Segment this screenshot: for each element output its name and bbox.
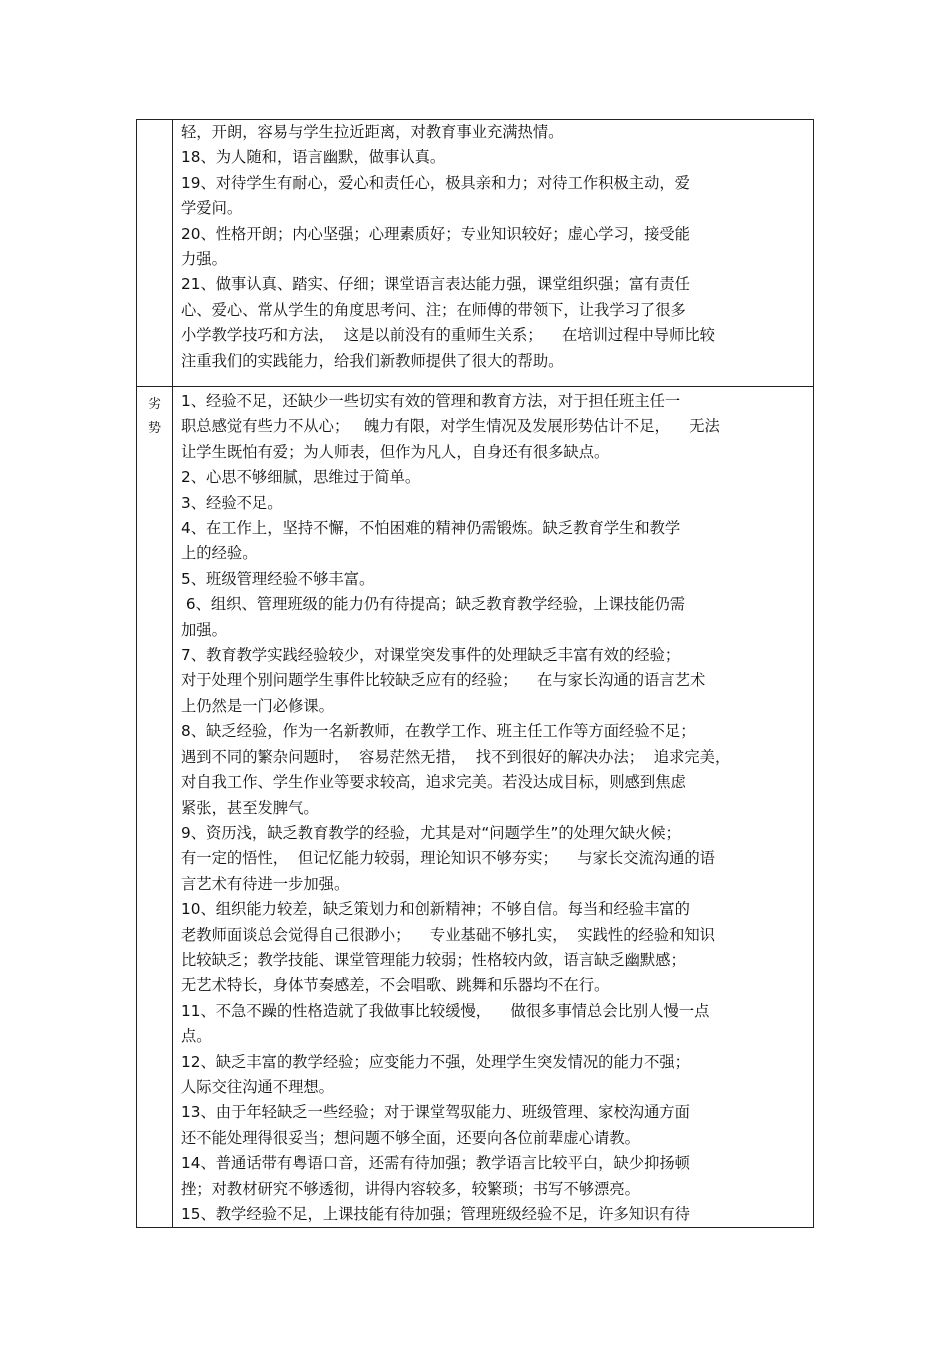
strengths-row	[137, 120, 814, 387]
text-line: 言艺术有待进一步加强。	[181, 874, 350, 893]
weaknesses-text	[181, 389, 805, 1227]
text-line: 2、心思不够细腻，思维过于简单。	[181, 468, 421, 487]
text-line: 13、由于年轻缺乏一些经验；对于课堂驾驭能力、班级管理、家校沟通方面	[181, 1103, 690, 1122]
text-line: 8、缺乏经验，作为一名新教师，在教学工作、班主任工作等方面经验不足；	[181, 722, 696, 741]
text-line: 小学教学技巧和方法， 这是以前没有的重师生关系； 在培训过程中导师比较	[181, 326, 715, 345]
text-line: 9、资历浅，缺乏教育教学的经验，尤其是对“问题学生”的处理欠缺火候；	[181, 823, 681, 842]
text-line: 注重我们的实践能力，给我们新教师提供了很大的帮助。	[181, 351, 564, 370]
text-line: 比较缺乏；教学技能、课堂管理能力较弱；性格较内敛，语言缺乏幽默感；	[181, 950, 686, 969]
text-line: 12、缺乏丰富的教学经验；应变能力不强，处理学生突发情况的能力不强；	[181, 1052, 690, 1071]
text-line: 力强。	[181, 250, 227, 269]
strengths-text	[181, 120, 805, 374]
text-line: 人际交往沟通不理想。	[181, 1077, 334, 1096]
text-line: 11、不急不躁的性格造就了我做事比较缓慢， 做很多事情总会比别人慢一点	[181, 1001, 710, 1020]
text-line: 加强。	[181, 620, 227, 639]
text-line: 还不能处理得很妥当；想问题不够全面，还要向各位前辈虚心请教。	[181, 1128, 640, 1147]
weaknesses-content-cell	[173, 387, 814, 1228]
text-line: 10、组织能力较差，缺乏策划力和创新精神；不够自信。每当和经验丰富的	[181, 900, 690, 919]
text-line: 心、爱心、常从学生的角度思考问、注；在师傅的带领下，让我学习了很多	[181, 300, 686, 319]
text-line: 让学生既怕有爱；为人师表，但作为凡人，自身还有很多缺点。	[181, 442, 610, 461]
text-line: 21、做事认真、踏实、仔细；课堂语言表达能力强，课堂组织强；富有责任	[181, 275, 690, 294]
text-line: 4、在工作上，坚持不懈，不怕困难的精神仍需锻炼。缺乏教育学生和教学	[181, 519, 681, 538]
text-line: 18、为人随和，语言幽默，做事认真。	[181, 148, 446, 167]
text-line: 学爱问。	[181, 199, 243, 218]
text-line: 15、教学经验不足，上课技能有待加强；管理班级经验不足，许多知识有待	[181, 1205, 690, 1223]
text-line: 老教师面谈总会觉得自己很渺小； 专业基础不够扎实， 实践性的经验和知识	[181, 925, 715, 944]
row1-label-cell	[137, 120, 173, 387]
text-line: 20、性格开朗；内心坚强；心理素质好；专业知识较好；虚心学习，接受能	[181, 224, 690, 243]
text-line: 对于处理个别问题学生事件比较缺乏应有的经验； 在与家长沟通的语言艺术	[181, 671, 706, 690]
text-line: 有一定的悟性， 但记忆能力较弱，理论知识不够夯实； 与家长交流沟通的语	[181, 849, 715, 868]
text-line: 19、对待学生有耐心，爱心和责任心，极具亲和力；对待工作积极主动，爱	[181, 173, 690, 192]
text-line: 对自我工作、学生作业等要求较高，追求完美。若没达成目标，则感到焦虑	[181, 773, 686, 792]
text-line: 点。	[181, 1027, 212, 1046]
weaknesses-label-cell	[137, 387, 173, 1228]
text-line: 5、班级管理经验不够丰富。	[181, 569, 375, 588]
text-line: 1、经验不足，还缺少一些切实有效的管理和教育方法，对于担任班主任一	[181, 392, 681, 410]
text-line: 3、经验不足。	[181, 493, 283, 512]
strengths-content-cell	[173, 120, 814, 387]
text-line: 上仍然是一门必修课。	[181, 696, 334, 715]
weaknesses-row	[137, 387, 814, 1228]
text-line: 14、普通话带有粤语口音，还需有待加强；教学语言比较平白，缺少抑扬顿	[181, 1154, 690, 1173]
content-table	[136, 119, 814, 1228]
text-line: 上的经验。	[181, 544, 258, 563]
text-line: 挫；对教材研究不够透彻，讲得内容较多，较繁琐；书写不够漂亮。	[181, 1179, 640, 1198]
text-line: 职总感觉有些力不从心； 魄力有限，对学生情况及发展形势估计不足， 无法	[181, 417, 720, 436]
text-line: 紧张，甚至发脾气。	[181, 798, 319, 817]
text-line: 无艺术特长，身体节奏感差，不会唱歌、跳舞和乐器均不在行。	[181, 976, 610, 995]
text-line: 7、教育教学实践经验较少，对课堂突发事件的处理缺乏丰富有效的经验；	[181, 646, 681, 665]
weaknesses-label-char-1: 劣	[147, 397, 161, 412]
text-line: 6、组织、管理班级的能力仍有待提高；缺乏教育教学经验，上课技能仍需	[181, 595, 686, 614]
text-line: 轻，开朗，容易与学生拉近距离，对教育事业充满热情。	[181, 123, 564, 141]
text-line: 遇到不同的繁杂问题时， 容易茫然无措， 找不到很好的解决办法； 追求完美，	[181, 747, 731, 766]
weaknesses-label-char-2: 势	[147, 421, 161, 436]
